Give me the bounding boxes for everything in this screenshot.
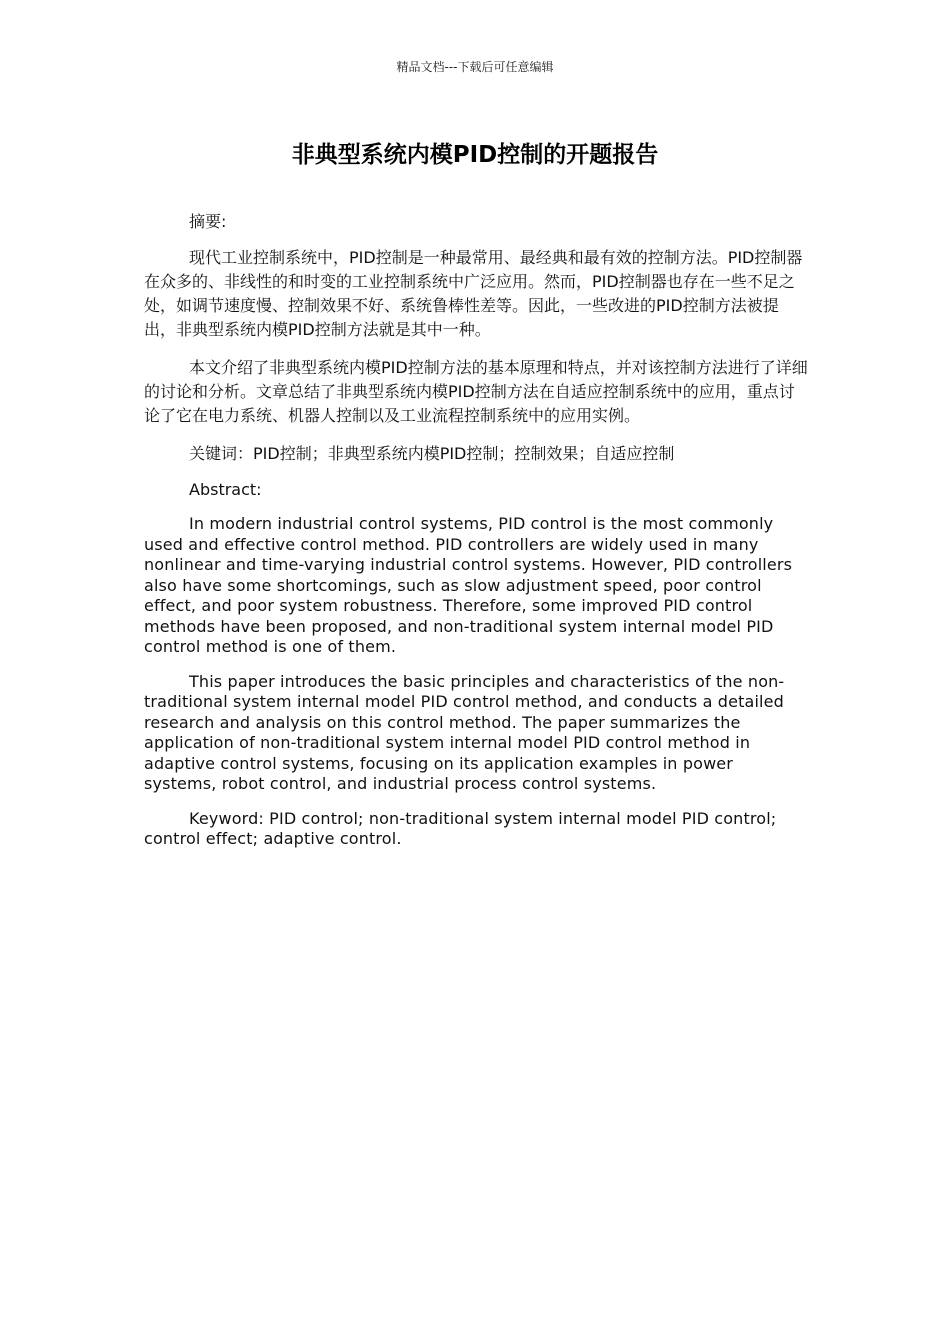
keywords-en: Keyword: PID control; non-traditional system internal model PID control; control effect; adaptive control. [144,808,777,848]
abstract-en-paragraph-2: This paper introduces the basic principles and characteristics of the non-traditional system internal model PID control method, and conducts a detailed research and analysis on this control method. The paper summarizes the application of non-traditional system internal model PID control method in adaptive control systems, focusing on its application examples in power systems, robot control, and industrial process control systems. [144,671,785,793]
document-title: 非典型系统内模PID控制的开题报告 [291,142,659,168]
abstract-en-label: Abstract: [189,480,262,499]
abstract-en-paragraph-1: In modern industrial control systems, PID control is the most commonly used and effective control method. PID controllers are widely used in many nonlinear and time-varying industrial control systems. However, PID controllers also have some shortcomings, such as slow adjustment speed, poor control effect, and poor system robustness. Therefore, some improved PID control methods have been proposed, and non-traditional system internal model PID control method is one of them. [144,514,793,656]
keywords-cn: 关键词：PID控制；非典型系统内模PID控制；控制效果；自适应控制 [189,444,675,463]
header-note: 精品文档---下载后可任意编辑 [396,60,554,74]
abstract-cn-paragraph-2: 本文介绍了非典型系统内模PID控制方法的基本原理和特点，并对该控制方法进行了详细的讨论和分析。文章总结了非典型系统内模PID控制方法在自适应控制系统中的应用，重点讨论了它在电力系统、机器人控制以及工业流程控制系统中的应用实例。 [144,358,808,425]
abstract-cn-paragraph-1: 现代工业控制系统中，PID控制是一种最常用、最经典和最有效的控制方法。PID控制器在众多的、非线性的和时变的工业控制系统中广泛应用。然而，PID控制器也存在一些不足之处，如调节速度慢、控制效果不好、系统鲁棒性差等。因此，一些改进的PID控制方法被提出，非典型系统内模PID控制方法就是其中一种。 [144,248,803,339]
document-body [144,210,808,864]
abstract-cn-label: 摘要: [189,212,227,231]
